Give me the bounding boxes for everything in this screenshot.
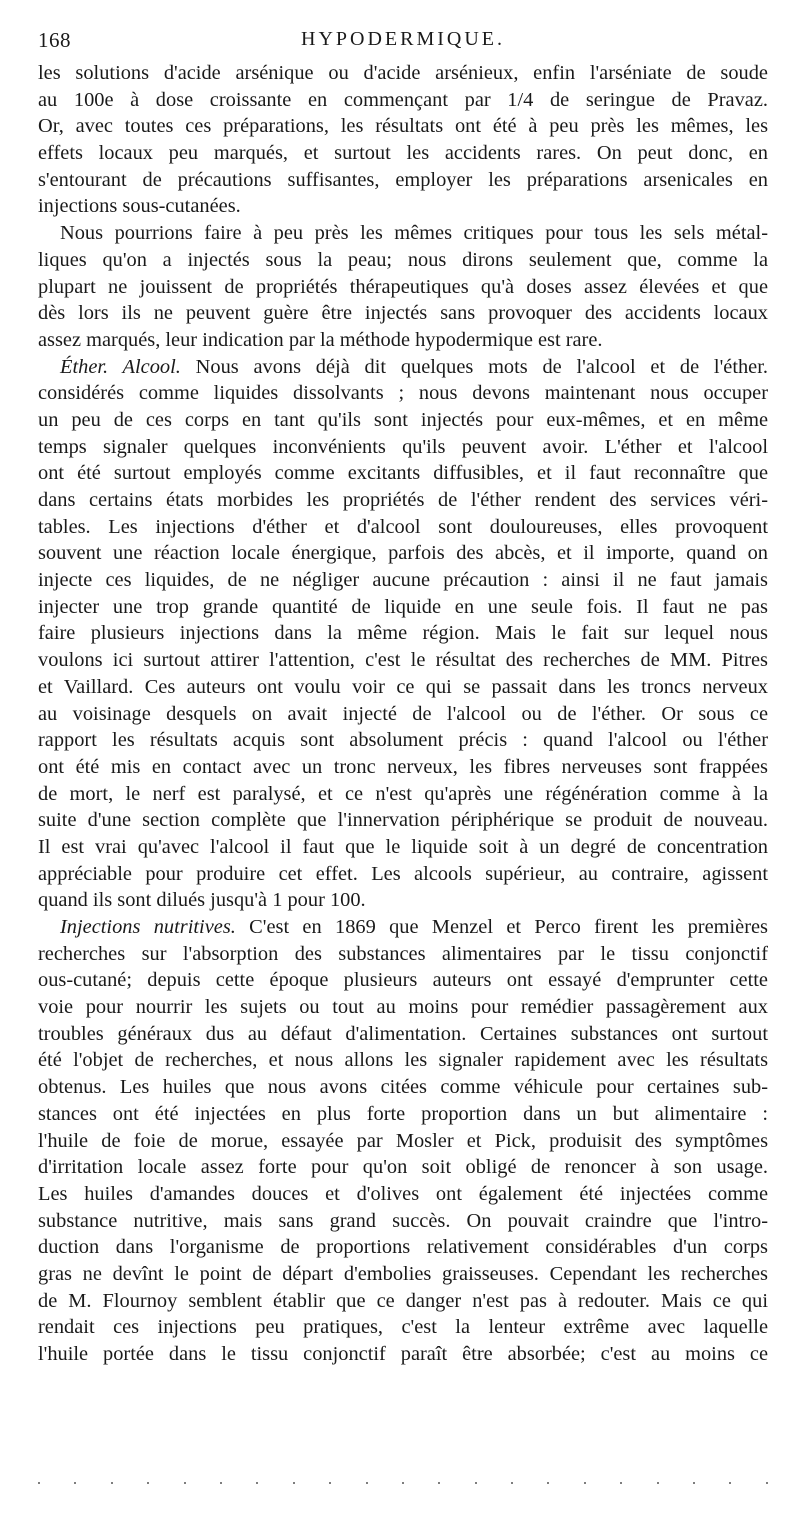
line-text: duction dans l'organisme de proportions relativement considérables d'un corps: [38, 1236, 768, 1259]
line-text: d'irritation locale assez forte pour qu'on soit obligé de renoncer à son usage.: [38, 1156, 768, 1179]
text-line: [38, 727, 768, 754]
line-text: au voisinage desquels on avait injecté de l'alcool ou de l'éther. Or sous ce: [38, 702, 768, 725]
line-text: ont été surtout employés comme excitants diffusibles, et il faut reconnaître que: [38, 462, 768, 485]
text-line: [38, 247, 768, 274]
text-line: [38, 1101, 768, 1128]
text-line: [38, 1234, 768, 1261]
page-body: [38, 60, 768, 1368]
text-line: [38, 994, 768, 1021]
line-text: souvent une réaction locale énergique, parfois des abcès, et il importe, quand on: [38, 542, 768, 565]
text-line: [38, 113, 768, 140]
text-line: [38, 1074, 768, 1101]
line-text: substance nutritive, mais sans grand succès. On pouvait craindre que l'intro-: [38, 1209, 768, 1232]
text-line: [38, 1047, 768, 1074]
line-text: Or, avec toutes ces préparations, les résultats ont été à peu près les mêmes, les: [38, 115, 768, 138]
line-text: injecter une trop grande quantité de liquide en une seule fois. Il faut ne pas: [38, 595, 768, 618]
line-text: Il est vrai qu'avec l'alcool il faut que le liquide soit à un degré de concentration: [38, 835, 768, 858]
text-line: [38, 1261, 768, 1288]
line-text: ous-cutané; depuis cette époque plusieurs auteurs ont essayé d'emprunter cette: [38, 969, 768, 992]
section-heading: Injections nutritives.: [60, 916, 236, 938]
line-text: les solutions d'acide arsénique ou d'acide arsénieux, enfin l'arséniate de soude: [38, 62, 768, 84]
text-line: [38, 887, 768, 914]
text-line: [38, 1208, 768, 1235]
text-line: [38, 434, 768, 461]
text-line: [38, 941, 768, 968]
line-text: faire plusieurs injections dans la même région. Mais le fait sur lequel nous: [38, 622, 768, 645]
text-line: [38, 60, 768, 87]
text-line: [38, 140, 768, 167]
line-text: recherches sur l'absorption des substances alimentaires par le tissu conjonctif: [38, 942, 768, 965]
line-text: l'huile de foie de morue, essayée par Mosler et Pick, produisit des symptômes: [38, 1129, 768, 1152]
line-text: de mort, le nerf est paralysé, et ce n'est qu'après une régénération comme à la: [38, 782, 768, 805]
line-text: liques qu'on a injectés sous la peau; nous dirons seulement que, comme la: [38, 248, 768, 271]
page-number: 168: [38, 28, 71, 52]
line-text: C'est en 1869 que Menzel et Perco firent les premières: [235, 916, 768, 938]
text-line: [38, 1288, 768, 1315]
line-text: et Vaillard. Ces auteurs ont voulu voir ce qui se passait dans les troncs nerveux: [38, 675, 768, 698]
text-line: [38, 274, 768, 301]
line-text: appréciable pour produire cet effet. Les alcools supérieur, au contraire, agissent: [38, 862, 768, 885]
line-text: injections sous-cutanées.: [38, 195, 241, 218]
line-text: été l'objet de recherches, et nous allons les signaler rapidement avec les résultats: [38, 1049, 768, 1072]
text-line: [38, 620, 768, 647]
text-line: [38, 380, 768, 407]
line-text: gras ne devînt le point de départ d'embolies graisseuses. Cependant les recherches: [38, 1262, 768, 1285]
text-line: [38, 327, 768, 354]
text-line: [38, 460, 768, 487]
line-text: s'entourant de précautions suffisantes, employer les préparations arsenicales en: [38, 168, 768, 191]
text-line: [38, 300, 768, 327]
line-text: rendait ces injections peu pratiques, c'est la lenteur extrême avec laquelle: [38, 1316, 768, 1339]
line-text: ont été mis en contact avec un tronc nerveux, les fibres nerveuses sont frappées: [38, 755, 768, 778]
text-line: [38, 861, 768, 888]
text-line: [38, 754, 768, 781]
text-line: [38, 834, 768, 861]
text-line: [38, 1154, 768, 1181]
line-text: voulons ici surtout attirer l'attention, c'est le résultat des recherches de MM. Pitres: [38, 649, 768, 672]
line-text: assez marqués, leur indication par la méthode hypodermique est rare.: [38, 328, 603, 351]
line-text: plupart ne jouissent de propriétés thérapeutiques qu'à doses assez élevées et que: [38, 275, 768, 298]
line-text: un peu de ces corps en tant qu'ils sont injectés pour eux-mêmes, et en même: [38, 408, 768, 431]
text-line: [38, 807, 768, 834]
line-text: au 100e à dose croissante en commençant par 1/4 de seringue de Pravaz.: [38, 88, 768, 111]
running-title: HYPODERMIQUE.: [301, 28, 505, 50]
text-line: [38, 407, 768, 434]
text-line: [38, 914, 768, 941]
text-line: [38, 967, 768, 994]
line-text: stances ont été injectées en plus forte proportion dans un but alimentaire :: [38, 1102, 768, 1125]
text-line: [38, 781, 768, 808]
text-line: [38, 647, 768, 674]
line-text: rapport les résultats acquis sont absolument précis : quand l'alcool ou l'éther: [38, 729, 768, 752]
line-text: tables. Les injections d'éther et d'alcool sont douloureuses, elles provoquent: [38, 515, 768, 538]
line-text: effets locaux peu marqués, et surtout les accidents rares. On peut donc, en: [38, 142, 768, 165]
text-line: [38, 1181, 768, 1208]
line-text: injecte ces liquides, de ne négliger aucune précaution : ainsi il ne faut jamais: [38, 569, 768, 592]
text-line: [38, 514, 768, 541]
line-text: quand ils sont dilués jusqu'à 1 pour 100.: [38, 889, 366, 912]
text-line: [38, 487, 768, 514]
text-line: [38, 1128, 768, 1155]
section-heading: Éther. Alcool.: [60, 355, 181, 378]
line-text: de M. Flournoy semblent établir que ce danger n'est pas à redouter. Mais ce qui: [38, 1289, 768, 1312]
line-text: considérés comme liquides dissolvants ; nous devons maintenant nous occuper: [38, 382, 768, 405]
line-text: dans certains états morbides les propriétés de l'éther rendent des services véri-: [38, 489, 768, 511]
line-text: troubles généraux dus au défaut d'alimentation. Certaines substances ont surtout: [38, 1022, 768, 1045]
line-text: voie pour nourrir les sujets ou tout au moins pour remédier passagèrement aux: [38, 996, 768, 1019]
text-line: [38, 220, 768, 247]
text-line: [38, 567, 768, 594]
text-line: [38, 1341, 768, 1368]
text-line: [38, 540, 768, 567]
text-line: [38, 193, 768, 220]
text-line: [38, 701, 768, 728]
line-text: obtenus. Les huiles que nous avons citées comme véhicule pour certaines sub-: [38, 1076, 768, 1099]
line-text: Nous avons déjà dit quelques mots de l'alcool et de l'éther.: [180, 355, 768, 378]
text-line: [38, 354, 768, 381]
text-line: [38, 594, 768, 621]
text-line: [38, 87, 768, 114]
text-line: [38, 1021, 768, 1048]
text-line: [38, 167, 768, 194]
line-text: Les huiles d'amandes douces et d'olives ont également été injectées comme: [38, 1182, 768, 1205]
line-text: Nous pourrions faire à peu près les mêmes critiques pour tous les sels métal-: [60, 222, 768, 245]
line-text: dès lors ils ne peuvent guère être injectés sans provoquer des accidents locaux: [38, 302, 768, 325]
text-line: [38, 1314, 768, 1341]
line-text: temps signaler quelques inconvénients qu'ils peuvent avoir. L'éther et l'alcool: [38, 435, 768, 458]
footer-noise-dots: [38, 1478, 768, 1488]
page-header: [38, 28, 768, 56]
text-line: [38, 674, 768, 701]
line-text: suite d'une section complète que l'innervation périphérique se produit de nouveau.: [38, 809, 768, 832]
line-text: l'huile portée dans le tissu conjonctif paraît être absorbée; c'est au moins ce: [38, 1343, 768, 1365]
